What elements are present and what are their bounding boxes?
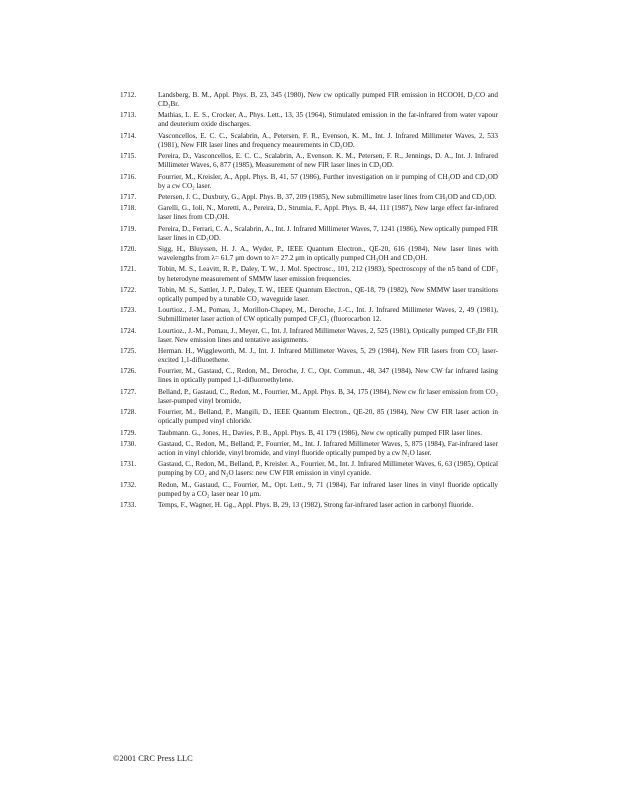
reference-text: Vasconcellos, E. C. C., Scalabrin, A., Petersen, F. R., Evenson, K. M., Int. J. Infrared Millimeter Waves, 2, 533 (1981), New FIR laser lines and frequency meaurements in CD₃OD. <box>158 131 498 149</box>
reference-number: 1719. <box>120 224 137 233</box>
reference-number: 1722. <box>120 285 137 294</box>
reference-item <box>120 388 498 406</box>
reference-text: Pereira, D., Vasconcellos, E. C. C., Scalabrin, A., Evenson. K. M., Petersen, F. R., Jennings, D. A., Int. J. Infrared Millimeter Waves, 6, 877 (1985), Measurement of new FIR laser lines in CD₃OD. <box>158 152 498 170</box>
reference-text: Tobin, M. S., Leavitt, R. P., Daley, T. W., J. Mol. Spectrosc., 101, 212 (1983), Spectroscopy of the n5 band of CDF₃ by heterodyne measurement of SMMW laser emission frequencies. <box>158 265 498 283</box>
reference-number: 1715. <box>120 152 137 161</box>
reference-item <box>120 440 498 458</box>
reference-list <box>120 91 498 512</box>
reference-item <box>120 173 498 191</box>
reference-number: 1729. <box>120 428 137 437</box>
reference-number: 1718. <box>120 204 137 213</box>
reference-text: Herman. H., Wiggleworth, M. J., Int. J. Infrared Millimeter Waves, 5, 29 (1984), New FIR lasers from CO₂ laser-excited 1,1-difluoethene. <box>158 347 498 365</box>
reference-item <box>120 265 498 283</box>
reference-text: Garelli, G., Ioli, N., Moretti, A., Pereira, D., Strumia, F., Appl. Phys. B, 44, 111 (1987), New large effect far-infrared laser lines from CD₃OH. <box>158 204 498 222</box>
reference-text: Redon, M., Gastaud, C., Fourrier, M., Opt. Lett., 9, 71 (1984), Far infrared laser lines in vinyl fluoride optically pumped by a CO₂ laser near 10 μm. <box>158 480 498 498</box>
reference-item <box>120 408 498 426</box>
reference-item <box>120 429 498 438</box>
reference-text: Fourrier, M., Belland, P., Mangili, D., IEEE Quantum Electron., QE-20, 85 (1984), New CW FIR laser action in optically pumped vinyl chloride. <box>158 408 498 426</box>
reference-item <box>120 306 498 324</box>
reference-item <box>120 245 498 263</box>
reference-number: 1726. <box>120 367 137 376</box>
reference-item <box>120 286 498 304</box>
reference-text: Fourrier, M., Gastaud, C., Redon, M., Deroche, J. C., Opt. Commun., 48, 347 (1984), New CW far infrared lasing lines in optically pumped 1,1-difluoroethylene. <box>158 367 498 385</box>
reference-number: 1731. <box>120 460 137 469</box>
reference-text: Lourtioz., J.-M., Pomau, J., Meyer, C., Int. J. Infrared Millimeter Waves, 2, 525 (1981), Optically pumped CF₃Br FIR laser. New emission lines and tentative assignments. <box>158 326 498 344</box>
reference-text: Mathias, L. E. S., Crocker, A., Phys. Lett., 13, 35 (1964), Stimulated emission in the far-infrared from water vapour and deuterium oxide discharges. <box>158 111 498 129</box>
reference-item <box>120 460 498 478</box>
reference-text: Gastaud, C., Redon, M., Belland, P., Kreisler. A., Fourrier, M., Int. J. Infrared Millimeter Waves, 6, 63 (1985), Optical pumping by CO₂ and N₂O lasers: new CW FIR emission in vinyl cyanide. <box>158 460 498 478</box>
reference-item <box>120 481 498 499</box>
reference-item <box>120 367 498 385</box>
reference-text: Pereira, D., Ferrari, C. A., Scalabrin, A., Int. J. Infrared Millimeter Waves, 7, 1241 (1986), New optically pumped FIR laser lines in CD₃OD. <box>158 224 498 242</box>
reference-text: Belland, P., Gastaud, C., Redon, M., Fourrier, M., Appl. Phys. B, 34, 175 (1984), New cw fir laser emission from CO₂ laser-pumped vinyl bromide, <box>158 387 498 405</box>
reference-item <box>120 501 498 510</box>
reference-item <box>120 111 498 129</box>
reference-number: 1721. <box>120 265 137 274</box>
reference-number: 1714. <box>120 131 137 140</box>
reference-number: 1730. <box>120 439 137 448</box>
reference-text: Lourtioz., J.-M., Pomau, J., Morillon-Chapey, M., Deroche, J.-C., Int. J. Infrared Millimeter Waves, 2, 49 (1981), Submillimeter laser action of CW optically pumped CF₂Cl₂ (fluorocarbon 12. <box>158 306 498 324</box>
reference-item <box>120 193 498 202</box>
reference-item <box>120 152 498 170</box>
reference-number: 1723. <box>120 306 137 315</box>
reference-item <box>120 91 498 109</box>
reference-text: Gastaud, C., Redon, M., Belland, P., Fourrier, M., Int. J. Infrared Millimeter Waves, 5, 875 (1984), Far-infrared laser action in vinyl chloride, vinyl bromide, and vinyl fluoride optically pumped by a cw N₂O laser. <box>158 439 498 457</box>
reference-number: 1728. <box>120 408 137 417</box>
reference-text: Sigg, H., Bluyssen, H. J. A., Wyder, P., IEEE Quantum Electron., QE-20, 616 (1984), New laser lines with wavelengths from λ= 61.7 μm down to λ= 27.2 μm in optically pumped CH₃OH and CD₃OH. <box>158 245 498 263</box>
reference-number: 1720. <box>120 245 137 254</box>
reference-number: 1724. <box>120 326 137 335</box>
reference-number: 1713. <box>120 111 137 120</box>
reference-text: Landsberg, B. M., Appl. Phys. B, 23, 345 (1980), New cw optically pumped FIR emission in HCOOH, D₂CO and CD₃Br. <box>158 91 498 109</box>
reference-text: Temps, F., Wagner, H. Gg., Appl. Phys. B, 29, 13 (1982), Strong far-infrared laser action in carbonyl fluoride. <box>158 501 474 510</box>
reference-text: Taubmann. G., Jones, H., Davies, P. B., Appl. Phys. B, 41 179 (1986), New cw optically pumped FIR laser lines. <box>158 428 483 437</box>
reference-item <box>120 204 498 222</box>
reference-number: 1712. <box>120 91 137 99</box>
reference-item <box>120 132 498 150</box>
reference-text: Fourrier, M., Kreisler, A., Appl. Phys. B, 41, 57 (1986), Further investigation on ir pumping of CH₃OD and CD₃OD by a cw CO₂ laser. <box>158 172 498 190</box>
reference-number: 1733. <box>120 501 137 510</box>
copyright-footer: ©2001 CRC Press LLC <box>113 754 193 763</box>
reference-item <box>120 327 498 345</box>
reference-number: 1716. <box>120 172 137 181</box>
reference-number: 1725. <box>120 347 137 356</box>
reference-text: Tobin, M. S., Sattler, J. P., Daley, T. W., IEEE Quantum Electron., QE-18, 79 (1982), New SMMW laser transitions optically pumped by a tunable CO₂ waveguide laser. <box>158 285 498 303</box>
reference-number: 1727. <box>120 387 137 396</box>
reference-number: 1717. <box>120 192 137 201</box>
reference-item <box>120 225 498 243</box>
reference-item <box>120 347 498 365</box>
reference-number: 1732. <box>120 480 137 489</box>
reference-text: Petersen, J. C., Duxbury, G., Appl. Phys. B, 37, 209 (1985), New submillimetre laser lines from CH₃OD and CD₃OD. <box>158 192 497 201</box>
